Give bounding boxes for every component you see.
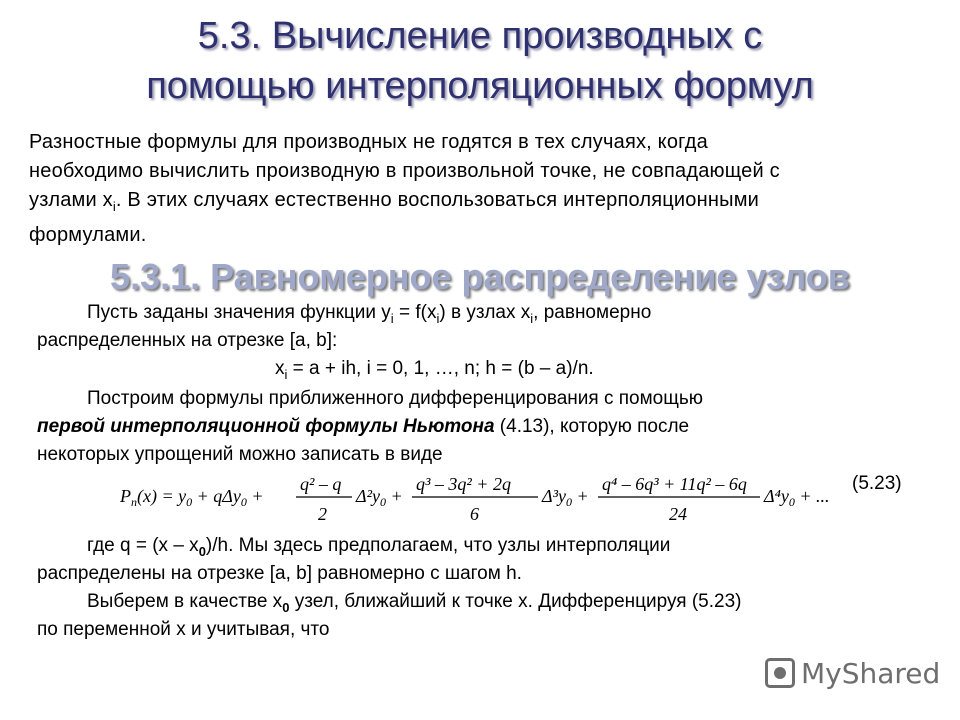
slide-title-line2: помощью интерполяционных формул [146,65,814,107]
subscript-i: i [390,310,394,326]
equation-number: (5.23) [852,473,902,494]
body-p5b: (4.13), которую после [494,416,690,437]
body-line-3 [275,356,594,388]
body-line-6: некоторых упрощений можно записать в виде [37,444,443,465]
delta2-term: $\Delta^2y_0$ + [356,486,403,509]
body-line-8: распределены на отрезке [a, b] равномерно с шагом h. [37,563,522,584]
section-subtitle: 5.3.1. Равномерное распределение узлов [110,256,850,297]
intro-paragraph [29,128,915,250]
body-line-4: Построим формулы приближенного дифференцирования с помощью [87,388,703,409]
intro-line-2: необходимо вычислить производную в произвольной точке, не совпадающей с [29,160,780,182]
body-p1b: = f(x [393,302,437,323]
fraction-2-numerator: q³ – 3q² + 2q [416,474,511,494]
subscript-i: i [112,199,116,214]
delta4-term: $\Delta^4y_0$ + ... [764,486,830,509]
newton-formula-ref: первой интерполяционной формулы Ньютона [37,416,495,437]
body-p7a: где q = (x – x [87,535,199,556]
subscript-i: i [530,310,534,326]
slide-title-line1: 5.3. Вычисление производных с [197,15,763,57]
body-p3b: = a + ih, i = 0, 1, …, n; h = (b – a)/n. [287,358,594,379]
fraction-1-denominator: 2 [318,504,327,524]
myshared-logo-text: MyShared [801,656,941,690]
intro-line-4: формулами. [29,224,147,246]
intro-line-3a: узлами x [29,189,113,211]
fraction-1-numerator: q² – q [300,474,342,494]
formula-lhs: $P_n(x) = y_0 + q\Delta y_0$ + [120,486,264,509]
body-p7b: )/h. Мы здесь предполагаем, что узлы интерполяции [205,535,671,556]
body-p9a: Выберем в качестве x [87,591,283,612]
body-p1d: , равномерно [533,302,652,323]
myshared-watermark [765,652,940,694]
delta3-term: $\Delta^3y_0$ + [542,486,589,509]
fraction-3-denominator: 24 [669,504,687,524]
subscript-0: 0 [198,543,206,559]
fraction-2-denominator: 6 [470,504,479,524]
body-line-5 [37,414,689,440]
body-line-10: по переменной x и учитывая, что [37,619,330,640]
body-line-2: распределенных на отрезке [a, b]: [37,330,338,351]
body-p1a: Пусть заданы значения функции y [87,302,391,323]
subscript-i: i [436,310,440,326]
body-p1c: ) в узлах x [439,302,531,323]
body-p3a: x [275,358,285,379]
intro-line-3b: . В этих случаях естественно воспользоваться интерполяционными [115,189,760,211]
fraction-3-numerator: q⁴ – 6q³ + 11q² – 6q [602,474,747,494]
subscript-0: 0 [282,599,290,615]
body-p9b: узел, ближайший к точке x. Дифференцируя (5.23) [289,591,742,612]
intro-line-3 [29,186,915,221]
newton-formula [120,468,840,528]
intro-line-1: Разностные формулы для производных не годятся в тех случаях, когда [29,131,708,153]
myshared-logo-icon [765,658,795,688]
subscript-i: i [284,366,288,382]
